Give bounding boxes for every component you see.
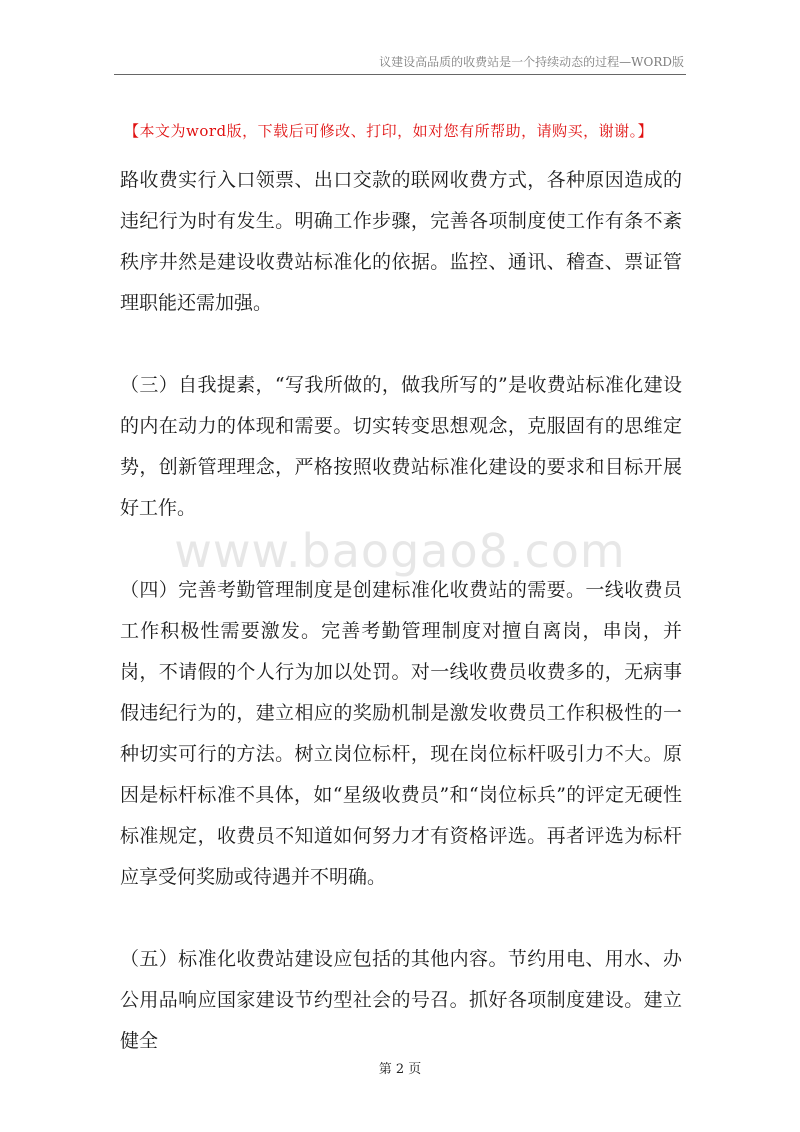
download-notice: 【本文为word版，下载后可修改、打印，如对您有所帮助，请购买，谢谢。】 — [124, 122, 654, 140]
paragraph-4: （五）标准化收费站建设应包括的其他内容。节约用电、用水、办公用品响应国家建设节约型社会的号召。抓好各项制度建设。建立健全 — [120, 948, 682, 1052]
page-number: 第 2 页 — [378, 1062, 422, 1077]
paragraph-3: （四）完善考勤管理制度是创建标准化收费站的需要。一线收费员工作积极性需要激发。完善考勤管理制度对擅自离岗，串岗，并岗，不请假的个人行为加以处罚。对一线收费员收费多的，无病事假违纪行为的，建立相应的奖励机制是激发收费员工作积极性的一种切实可行的方法。树立岗位标杆，现在岗位标杆吸引力不大。原因是标杆标准不具体，如“星级收费员”和“岗位标兵”的评定无硬性标准规定，收费员不知道如何努力才有资格评选。再者评选为标杆应享受何奖励或待遇并不明确。 — [120, 579, 682, 888]
paragraph-2: （三）自我提素，“写我所做的，做我所写的”是收费站标准化建设的内在动力的体现和需要。切实转变思想观念，克服固有的思维定势，创新管理理念，严格按照收费站标准化建设的要求和目标开展好工作。 — [120, 374, 682, 519]
header-divider — [114, 74, 686, 75]
paragraph-1: 路收费实行入口领票、出口交款的联网收费方式，各种原因造成的违纪行为时有发生。明确工作步骤，完善各项制度使工作有条不紊秩序井然是建设收费站标准化的依据。监控、通讯、稽查、票证管理职能还需加强。 — [120, 169, 682, 314]
watermark: www.baogao8.com — [174, 524, 626, 578]
document-header-title: 议建设高品质的收费站是一个持续动态的过程—WORD版 — [379, 55, 684, 69]
document-body — [120, 160, 682, 1062]
